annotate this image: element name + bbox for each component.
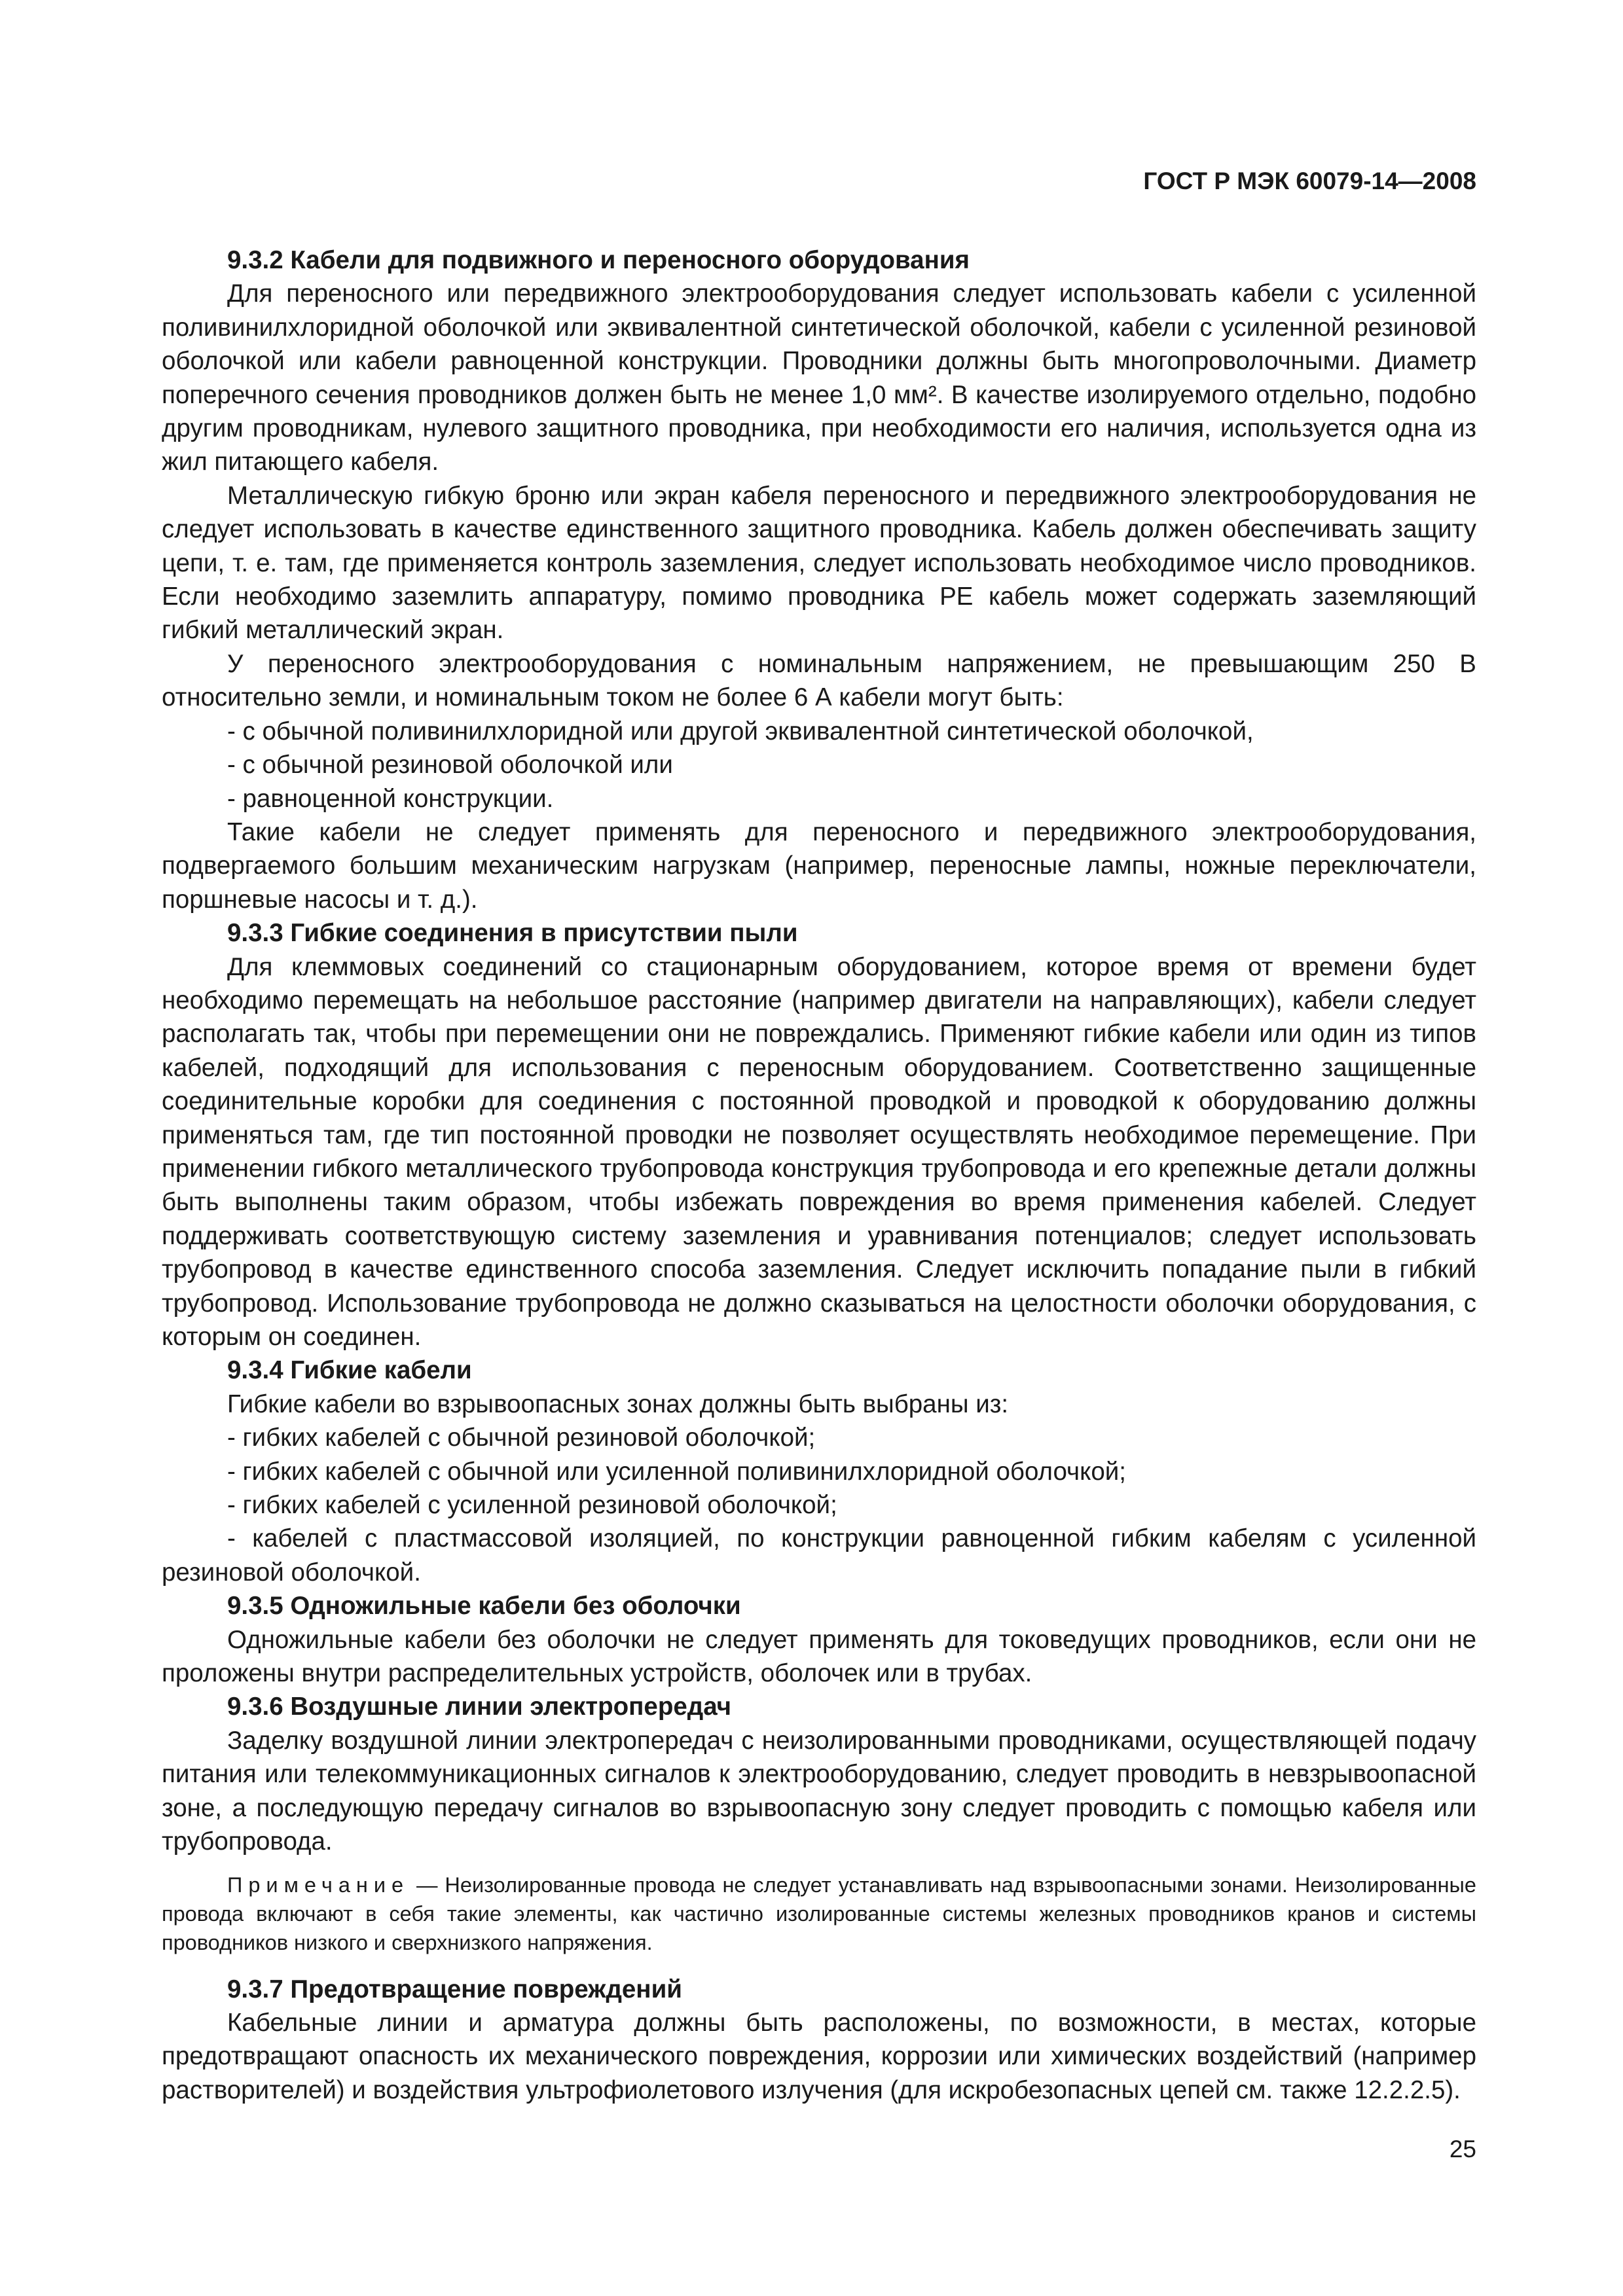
paragraph: Для клеммовых соединений со стационарным оборудованием, которое время от времени будет необходимо перемещать на небольшое расстояние (например двигатели на направляющих), кабели следует располагать так, чтобы при перемещении они не повреждались. Применяют гибкие кабели или один из типов кабелей, подходящий для использования с переносным оборудованием. Соответственно защищенные соединительные коробки для соединения с постоянной проводкой и проводкой к оборудованию должны применяться там, где тип постоянной проводки не позволяет осуществлять необходимое перемещение. При применении гибкого металлического трубопровода конструкция трубопровода и его крепежные детали должны быть выполнены таким образом, чтобы избежать повреждения во время применения кабелей. Следует поддерживать соответствующую систему заземления и уравнивания потенциалов; следует использовать трубопровод в качестве единственного способа заземления. Следует исключить попадание пыли в гибкий трубопровод. Использование трубопровода не должно сказываться на целостности оболочки оборудования, с которым он соединен. <box>162 952 1476 1351</box>
list-item: - равноценной конструкции. <box>227 784 554 813</box>
list-item: - гибких кабелей с обычной резиновой оболочкой; <box>227 1424 816 1452</box>
note-text: — Неизолированные провода не следует устанавливать над взрывоопасными зонами. Неизолированные провода включают в себя такие элементы, как частично изолированные системы железных проводников кранов и системы проводников низкого и сверхнизкого напряжения. <box>162 1873 1476 1954</box>
document-body <box>162 243 1476 2107</box>
paragraph: Металлическую гибкую броню или экран кабеля переносного и передвижного электрооборудования не следует использовать в качестве единственного защитного проводника. Кабель должен обеспечивать защиту цепи, т. е. там, где применяется контроль заземления, следует использовать необходимое число проводников. Если необходимо заземлить аппаратуру, помимо проводника PE кабель может содержать заземляющий гибкий металлический экран. <box>162 481 1476 645</box>
paragraph: Гибкие кабели во взрывоопасных зонах должны быть выбраны из: <box>227 1390 1009 1418</box>
document-id-header: ГОСТ Р МЭК 60079-14—2008 <box>1143 168 1476 194</box>
section-heading-9-3-5: 9.3.5 Одножильные кабели без оболочки <box>227 1592 741 1621</box>
list-item: - с обычной поливинилхлоридной или другой эквивалентной синтетической оболочкой, <box>227 717 1254 745</box>
list-item: - гибких кабелей с усиленной резиновой оболочкой; <box>227 1491 837 1520</box>
note-label: Примечание <box>227 1873 410 1897</box>
paragraph: Кабельные линии и арматура должны быть расположены, по возможности, в местах, которые предотвращают опасность их механического повреждения, коррозии или химических воздействий (например растворителей) и воздействия ультрофиолетового излучения (для искробезопасных цепей см. также 12.2.2.5). <box>162 2008 1476 2104</box>
list-item: - с обычной резиновой оболочкой или <box>227 751 673 780</box>
section-heading-9-3-4: 9.3.4 Гибкие кабели <box>227 1356 472 1385</box>
note <box>162 1871 1476 1957</box>
section-heading-9-3-3: 9.3.3 Гибкие соединения в присутствии пыли <box>227 919 798 948</box>
section-heading-9-3-7: 9.3.7 Предотвращение повреждений <box>227 1975 682 2003</box>
list-item: - гибких кабелей с обычной или усиленной поливинилхлоридной оболочкой; <box>227 1457 1126 1486</box>
section-heading-9-3-6: 9.3.6 Воздушные линии электропередач <box>227 1693 731 1721</box>
paragraph: Заделку воздушной линии электропередач с неизолированными проводниками, осуществляющей подачу питания или телекоммуникационных сигналов к электрооборудованию, следует проводить в невзрывоопасной зоне, а последующую передачу сигналов во взрывоопасную зону следует проводить с помощью кабеля или трубопровода. <box>162 1726 1476 1856</box>
paragraph: У переносного электрооборудования с номинальным напряжением, не превышающим 250 В относительно земли, и номинальным током не более 6 А кабели могут быть: <box>162 649 1476 712</box>
paragraph: Такие кабели не следует применять для переносного и передвижного электрооборудования, подвергаемого большим механическим нагрузкам (например, переносные лампы, ножные переключатели, поршневые насосы и т. д.). <box>162 817 1476 914</box>
paragraph: Для переносного или передвижного электрооборудования следует использовать кабели с усиленной поливинилхлоридной оболочкой или эквивалентной синтетической оболочкой, кабели с усиленной резиновой оболочкой или кабели равноценной конструкции. Проводники должны быть многопроволочными. Диаметр поперечного сечения проводников должен быть не менее 1,0 мм². В качестве изолируемого отдельно, подобно другим проводникам, нулевого защитного проводника, при необходимости его наличия, используется одна из жил питающего кабеля. <box>162 279 1476 476</box>
section-heading-9-3-2: 9.3.2 Кабели для подвижного и переносного оборудования <box>227 246 970 274</box>
list-item: - кабелей с пластмассовой изоляцией, по конструкции равноценной гибким кабелям с усиленной резиновой оболочкой. <box>162 1524 1476 1587</box>
page-number: 25 <box>1449 2136 1476 2162</box>
paragraph: Одножильные кабели без оболочки не следует применять для токоведущих проводников, если они не проложены внутри распределительных устройств, оболочек или в трубах. <box>162 1625 1476 1688</box>
